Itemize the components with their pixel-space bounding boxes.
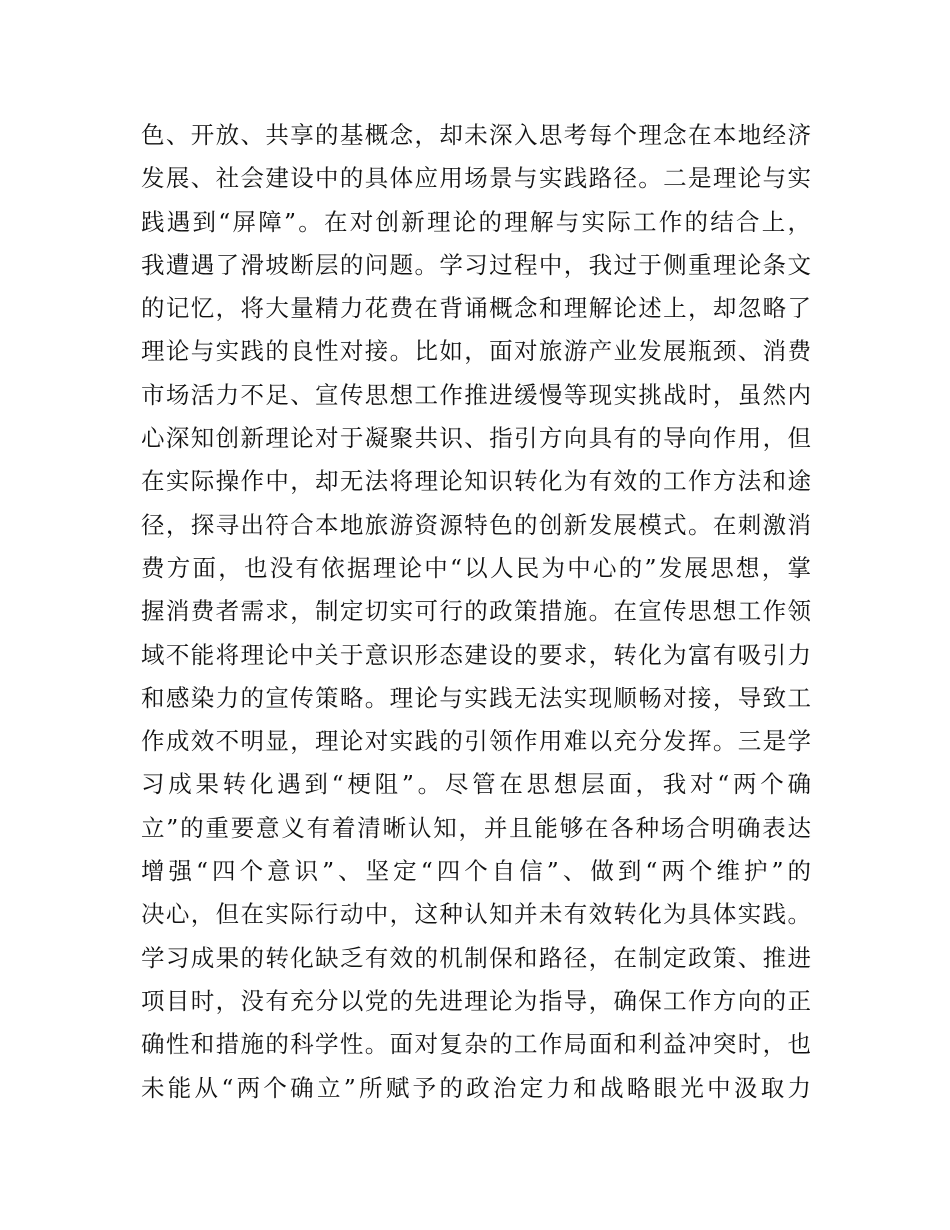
text-line: 学习成果的转化缺乏有效的机制保和路径，在制定政策、推进 xyxy=(141,943,811,972)
text-line: 在实际操作中，却无法将理论知识转化为有效的工作方法和途 xyxy=(141,467,811,496)
body-text xyxy=(141,114,811,1110)
text-line: 作成效不明显，理论对实践的引领作用难以充分发挥。三是学 xyxy=(141,727,811,756)
text-line: 立”的重要意义有着清晰认知，并且能够在各种场合明确表达 xyxy=(141,813,811,842)
text-line: 发展、社会建设中的具体应用场景与实践路径。二是理论与实 xyxy=(141,164,811,193)
text-line: 理论与实践的良性对接。比如，面对旅游产业发展瓶颈、消费 xyxy=(141,337,811,366)
text-line: 费方面，也没有依据理论中“以人民为中心的”发展思想，掌 xyxy=(141,553,811,582)
text-line: 项目时，没有充分以党的先进理论为指导，确保工作方向的正 xyxy=(141,986,811,1015)
text-line: 的记忆，将大量精力花费在背诵概念和理解论述上，却忽略了 xyxy=(141,294,811,323)
text-line: 我遭遇了滑坡断层的问题。学习过程中，我过于侧重理论条文 xyxy=(141,250,811,279)
text-line: 确性和措施的科学性。面对复杂的工作局面和利益冲突时，也 xyxy=(141,1030,811,1059)
text-line: 决心，但在实际行动中，这种认知并未有效转化为具体实践。 xyxy=(141,900,811,929)
text-line: 心深知创新理论对于凝聚共识、指引方向具有的导向作用，但 xyxy=(141,424,811,453)
text-line: 径，探寻出符合本地旅游资源特色的创新发展模式。在刺激消 xyxy=(141,510,811,539)
text-line: 未能从“两个确立”所赋予的政治定力和战略眼光中汲取力 xyxy=(141,1073,811,1102)
text-line: 增强“四个意识”、坚定“四个自信”、做到“两个维护”的 xyxy=(141,857,811,886)
text-line: 习成果转化遇到“梗阻”。尽管在思想层面，我对“两个确 xyxy=(141,770,811,799)
text-line: 握消费者需求，制定切实可行的政策措施。在宣传思想工作领 xyxy=(141,597,811,626)
text-line: 践遇到“屏障”。在对创新理论的理解与实际工作的结合上， xyxy=(141,207,811,236)
text-line: 市场活力不足、宣传思想工作推进缓慢等现实挑战时，虽然内 xyxy=(141,380,811,409)
text-line: 和感染力的宣传策略。理论与实践无法实现顺畅对接，导致工 xyxy=(141,683,811,712)
text-line: 域不能将理论中关于意识形态建设的要求，转化为富有吸引力 xyxy=(141,640,811,669)
text-line: 色、开放、共享的基概念，却未深入思考每个理念在本地经济 xyxy=(141,121,811,149)
